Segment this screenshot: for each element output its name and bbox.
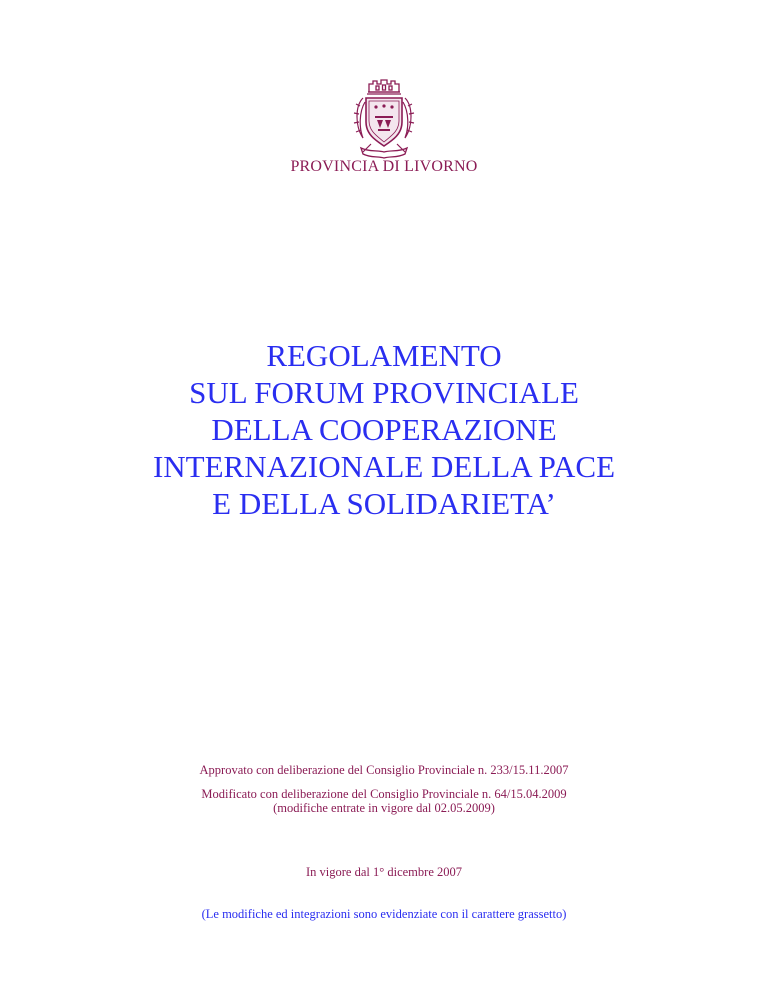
in-force-date: In vigore dal 1° dicembre 2007 (306, 865, 462, 879)
document-title (0, 337, 768, 522)
authority-name: PROVINCIA DI LIVORNO (290, 158, 478, 175)
title-line: E DELLA SOLIDARIETA’ (212, 486, 556, 521)
title-line: SUL FORUM PROVINCIALE (189, 375, 579, 410)
title-line: DELLA COOPERAZIONE (211, 412, 557, 447)
approval-statement: Approvato con deliberazione del Consiglio Provinciale n. 233/15.11.2007 (199, 763, 569, 777)
provincial-coat-of-arms-icon (349, 76, 419, 164)
modification-statement: Modificato con deliberazione del Consiglio Provinciale n. 64/15.04.2009 (201, 787, 567, 801)
modification-effective-note: (modifiche entrate in vigore dal 02.05.2009) (273, 801, 495, 815)
title-line: INTERNAZIONALE DELLA PACE (152, 449, 616, 484)
bold-changes-notice: (Le modifiche ed integrazioni sono evidenziate con il carattere grassetto) (201, 907, 567, 921)
title-line: REGOLAMENTO (266, 338, 502, 373)
